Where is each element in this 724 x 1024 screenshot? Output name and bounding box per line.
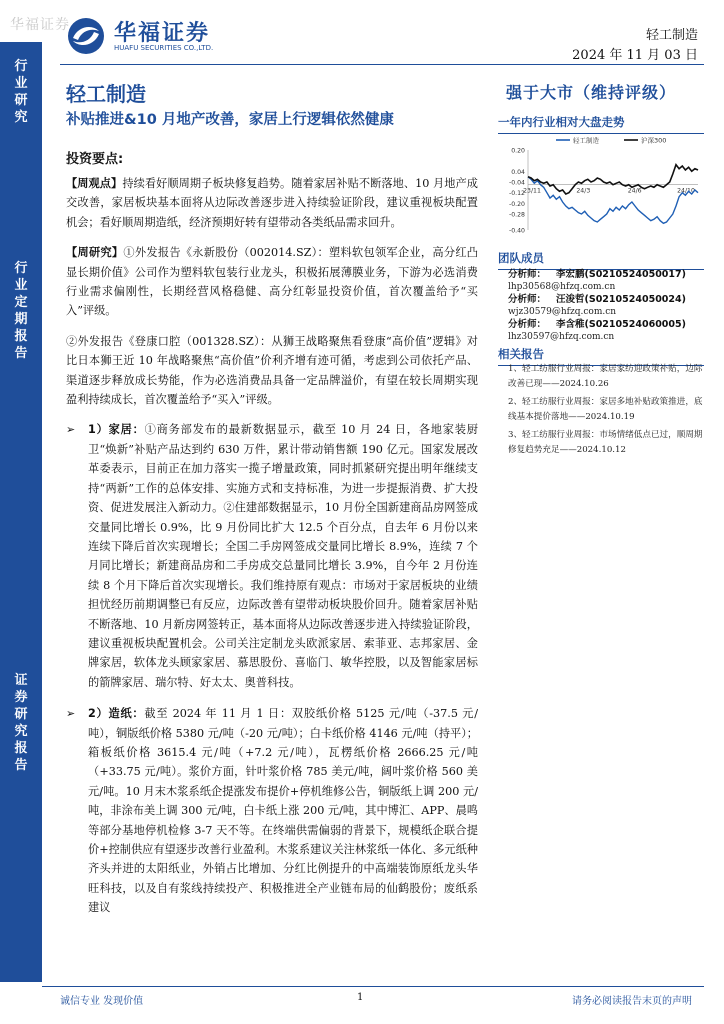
brand-name-cn: 华福证券 (114, 21, 211, 46)
bullet-home-furnishing (66, 420, 478, 692)
analyst-role: 分析师： (508, 319, 547, 330)
chart-y-tick-label: -0.04 (508, 179, 525, 187)
analyst-name: 李含稚(S0210524060005) (556, 319, 686, 330)
team-section-title: 团队成员 (498, 250, 704, 270)
paragraph-text: ①外发报告《永新股份（002014.SZ）：塑料软包领军企业，高分红凸显长期价值》公司作为塑料软包装行业龙头，积极拓展薄膜业务，下游为必选消费行业需求偏刚性，长期经营风格稳健、高分红彰显投资价值，首次覆盖给予“买入”评级。 (66, 246, 478, 318)
analyst-name: 李宏鹏(S0210524050017) (556, 269, 686, 280)
chart-x-tick-label: 24/3 (576, 187, 591, 195)
paragraph-text: 持续看好顺周期子板块修复趋势。随着家居补贴不断落地、10 月地产成交改善，家居板块基本面将从边际改善逐步进入持续验证阶段，建议重视板块配置机会；看好顺周期造纸，经济预期好转有望带动各类纸品需求回升。 (66, 177, 478, 229)
paragraph-lead: 【周观点】 (66, 176, 123, 190)
sidebar-label-securities-report: 证 券 研 究 报 告 (14, 673, 28, 773)
main-body (66, 174, 478, 930)
paragraph-weekly-view (66, 174, 478, 232)
related-report-link[interactable]: 2、轻工纺服行业周报：家居多地补贴政策推进，底线基本提价落地——2024.10.19 (508, 397, 703, 422)
paragraph-weekly-research (66, 243, 478, 321)
paragraph-dengkang (66, 332, 478, 410)
chart-y-tick-label: -0.20 (508, 200, 525, 208)
analyst-entry (508, 293, 708, 319)
header-divider (60, 64, 704, 65)
brand-logo (66, 14, 266, 60)
chart-y-tick-label: 0.04 (511, 168, 525, 176)
footer-divider (42, 986, 704, 987)
header-industry: 轻工制造 (645, 28, 698, 43)
left-sidebar (0, 42, 42, 982)
rating-label: 强于大市（维持评级） (506, 83, 677, 102)
chart-y-tick-label: -0.28 (508, 211, 525, 219)
paragraph-lead: 【周研究】 (66, 245, 124, 260)
sidebar-label-industry-research: 行 业 研 究 (14, 59, 28, 125)
chart-y-tick-label: -0.40 (508, 227, 525, 235)
related-report-link[interactable]: 3、轻工纺服行业周报：市场情绪低点已过，顺周期修复趋势充足——2024.10.12 (508, 430, 703, 455)
analyst-email: wjz30579@hfzq.com.cn (508, 307, 617, 317)
bullet-lead: 1）家居： (88, 423, 145, 437)
bullet-text: ①商务部发布的最新数据显示，截至 10 月 24 日，各地家装厨卫“焕新”补贴产品达到约 630 万件，累计带动销售额 190 亿元。国家发展改革委表示，目前正在加力落实一揽子增量政策，同时抓紧研究提出明年继续支持“两新”工作的总体安排、实施方式和支持标准，为进一步提振消费、扩大投资、促进发展注入新动力。②住建部数据显示，10 月份全国新建商品房网签成交量同比增长 0.9%，比 9 月份同比扩大 12.5 个百分点，自去年 6 月份以来连续下降后首次实现增长；全国二手房网签成交量同比增长 8.9%，连续 7 个月同比增长；新建商品房和二手房成交总量同比增长 3.9%，自今年 2 月份连续 8 个月下降后首次实现增长。我们维持原有观点：市场对于家居板块的业绩担忧经历前期调整已有反应，边际改善有望带动板块股价回升。随着家居补贴不断落地、10 月新房网签转正，基本面将从边际改善逐步进入持续验证阶段，建议重视板块配置机会。公司关注定制龙头欧派家居、索菲亚、志邦家居、金牌家居，软体龙头顾家家居、慕思股份、喜临门、敏华控股，以及智能家居标的箭牌家居、瑞尔特、好太太、奥普科技。 (88, 423, 478, 689)
bullet-arrow-icon: ➢ (66, 707, 76, 721)
related-reports-list (508, 362, 704, 461)
bullet-text: 截至 2024 年 11 月 1 日：双胶纸价格 5125 元/吨（-37.5 元/吨），铜版纸价格 5380 元/吨（-20 元/吨）；白卡纸价格 4146 元/吨（持平）；箱板纸价格 3615.4 元/吨（+7.2 元/吨），瓦楞纸价格 2666.25 元/吨（+33.75 元/吨）。浆价方面，针叶浆价格 785 美元/吨，阔叶浆价格 560 美元/吨。10 月末木浆系纸企提涨发布提价+停机维修公告，铜版纸上调 200 元/吨，非涂布美上调 300 元/吨，白卡纸上涨 200 元/吨，其中博汇、APP、晨鸣等部分基地停机检修 3-7 天不等。在终端供需偏弱的背景下，规模纸企联合提价+控制供应有望逐步改善行业盈利。木浆系建议关注林浆纸一体化、多元纸种齐头并进的太阳纸业，外销占比增加、分红比例提升的中高端装饰原纸龙头华旺科技，以及自有浆线持续投产、积极推进全产业链布局的仙鹤股份；废纸系建议 (88, 707, 478, 915)
analyst-email: lhp30568@hfzq.com.cn (508, 282, 616, 292)
document-title: 轻工制造 (66, 82, 146, 106)
chart-x-tick-label: 24/6 (627, 187, 642, 195)
footer-slogan: 诚信专业 发现价值 (60, 996, 144, 1007)
watermark-text: 华福证券 (10, 17, 70, 33)
brand-name-en: HUAFU SECURITIES CO.,LTD. (114, 44, 214, 52)
bullet-paper (66, 704, 478, 917)
document-subtitle: 补贴推进&10 月地产改善，家居上行逻辑依然健康 (66, 112, 394, 128)
page-number: 1 (357, 992, 364, 1003)
chart-x-tick-label: 23/11 (523, 187, 541, 195)
related-reports-title: 相关报告 (498, 346, 704, 366)
chart-legend-label: 轻工制造 (573, 136, 599, 145)
analyst-entry (508, 318, 708, 344)
paragraph-text: ②外发报告《登康口腔（001328.SZ）：从狮王战略聚焦看登康“高价值”逻辑》对比日本狮王近 10 年战略聚焦“高价值”价利齐增有迹可循，考虑到公司依托产品、渠道逐步释放成长势能，作为必选消费品具备一定品牌溢价，有望在较长周期实现盈利持续成长，首次覆盖给予“买入”评级。 (66, 334, 478, 407)
bullet-lead: 2）造纸： (88, 707, 145, 721)
relative-performance-chart (498, 134, 704, 238)
analyst-email: lhz30597@hfzq.com.cn (508, 332, 615, 342)
chart-legend-label: 沪深300 (641, 136, 667, 145)
chart-section-title: 一年内行业相对大盘走势 (498, 114, 704, 134)
key-points-heading: 投资要点: (66, 152, 124, 167)
chart-y-tick-label: 0.20 (511, 147, 525, 155)
analyst-role: 分析师： (508, 294, 547, 305)
chart-y-tick-label: -0.12 (508, 190, 525, 198)
related-report-link[interactable]: 1、轻工纺服行业周报：家居家纺迎政策补贴，边际改善已现——2024.10.26 (508, 364, 703, 389)
analyst-role: 分析师： (508, 269, 547, 280)
analyst-name: 汪浚哲(S0210524050024) (556, 294, 686, 305)
header-date: 2024 年 11 月 03 日 (572, 48, 698, 63)
chart-x-tick-label: 24/10 (677, 187, 695, 195)
logo-mark-icon (66, 16, 106, 56)
analyst-entry (508, 268, 708, 294)
bullet-arrow-icon: ➢ (66, 423, 76, 437)
footer-disclaimer: 请务必阅读报告末页的声明 (572, 996, 692, 1007)
chart-series-line-index (528, 165, 698, 194)
sidebar-label-periodic-report: 行 业 定 期 报 告 (14, 261, 28, 361)
